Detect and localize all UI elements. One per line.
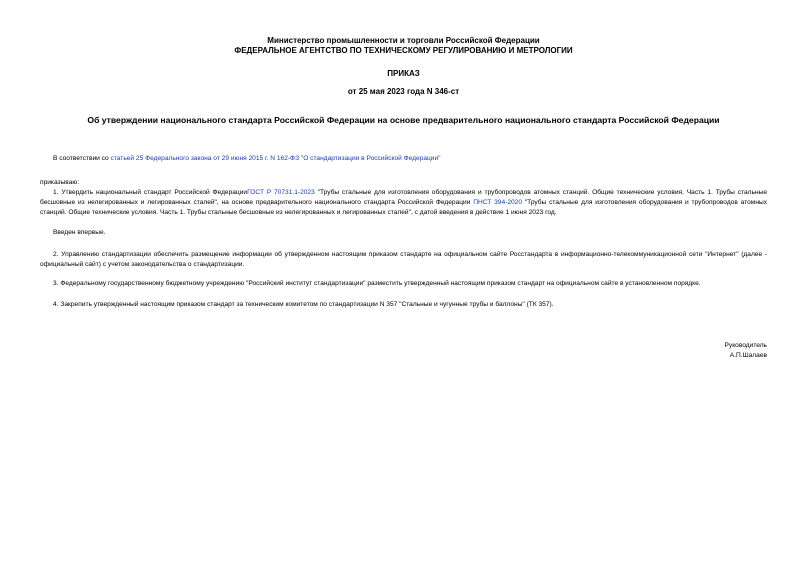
item-3-paragraph: 3. Федеральному государственному бюджетному учреждению "Российский институт стандартизации" разместить утвержденный настоящим приказом стандарт на официальном сайте в установленном порядке. (53, 280, 701, 287)
item-1-prefix: 1. Утвердить национальный стандарт Российской Федерации (53, 189, 248, 196)
preamble-paragraph (40, 154, 767, 164)
introduced-paragraph: Введен впервые. (53, 229, 106, 236)
order-title: ПРИКАЗ (387, 69, 420, 78)
item-1-middle: "Трубы стальные для изготовления оборудования и трубопроводов атомных станций. Общие технические условия. Часть 1. Трубы стальные бесшовные из нелегированных и легированных сталей", на основе предварительного национального стандарта Российской Федерации (40, 189, 767, 206)
federal-law-link[interactable]: статьей 25 Федерального закона от 29 июня 2015 г. N 162-ФЗ "О стандартизации в Российской Федерации" (110, 155, 441, 162)
agency-name: ФЕДЕРАЛЬНОЕ АГЕНТСТВО ПО ТЕХНИЧЕСКОМУ РЕГУЛИРОВАНИЮ И МЕТРОЛОГИИ (234, 46, 573, 55)
document-heading: Об утверждении национального стандарта Российской Федерации на основе предварительного национального стандарта Российской Федерации (87, 115, 720, 125)
ministry-name: Министерство промышленности и торговли Российской Федерации (267, 36, 540, 45)
item-2-paragraph: 2. Управлению стандартизации обеспечить размещение информации об утвержденном настоящим приказом стандарте на официальном сайте Росстандарта в информационно-телекоммуникационной сети "Интернет" (далее - официальный сайт) с учетом законодательства о стандартизации. (40, 251, 767, 268)
item-1-paragraph (40, 188, 767, 218)
order-date: от 25 мая 2023 года N 346-ст (347, 87, 460, 96)
item-4-paragraph: 4. Закрепить утвержденный настоящим приказом стандарт за техническим комитетом по стандартизации N 357 "Стальные и чугунные трубы и баллоны" (ТК 357). (53, 301, 554, 308)
ordering-paragraph: приказываю: (40, 179, 80, 186)
document-page (40, 0, 767, 571)
signature-position: Руководитель (724, 342, 767, 349)
item-1-suffix: "Трубы стальные для изготовления оборудования и трубопроводов атомных станций. Общие технические условия. Часть 1. Трубы стальные бесшовные из нелегированных и легированных сталей", с датой введения в действие 1 июня 2023 год. (40, 199, 767, 216)
preamble-prefix: В соответствии со (53, 155, 111, 162)
gost-link[interactable]: ГОСТ Р 70731.1-2023 (247, 189, 315, 196)
signature-name: А.П.Шалаев (729, 352, 767, 359)
pnst-link[interactable]: ПНСТ 394-2020 (473, 199, 522, 206)
